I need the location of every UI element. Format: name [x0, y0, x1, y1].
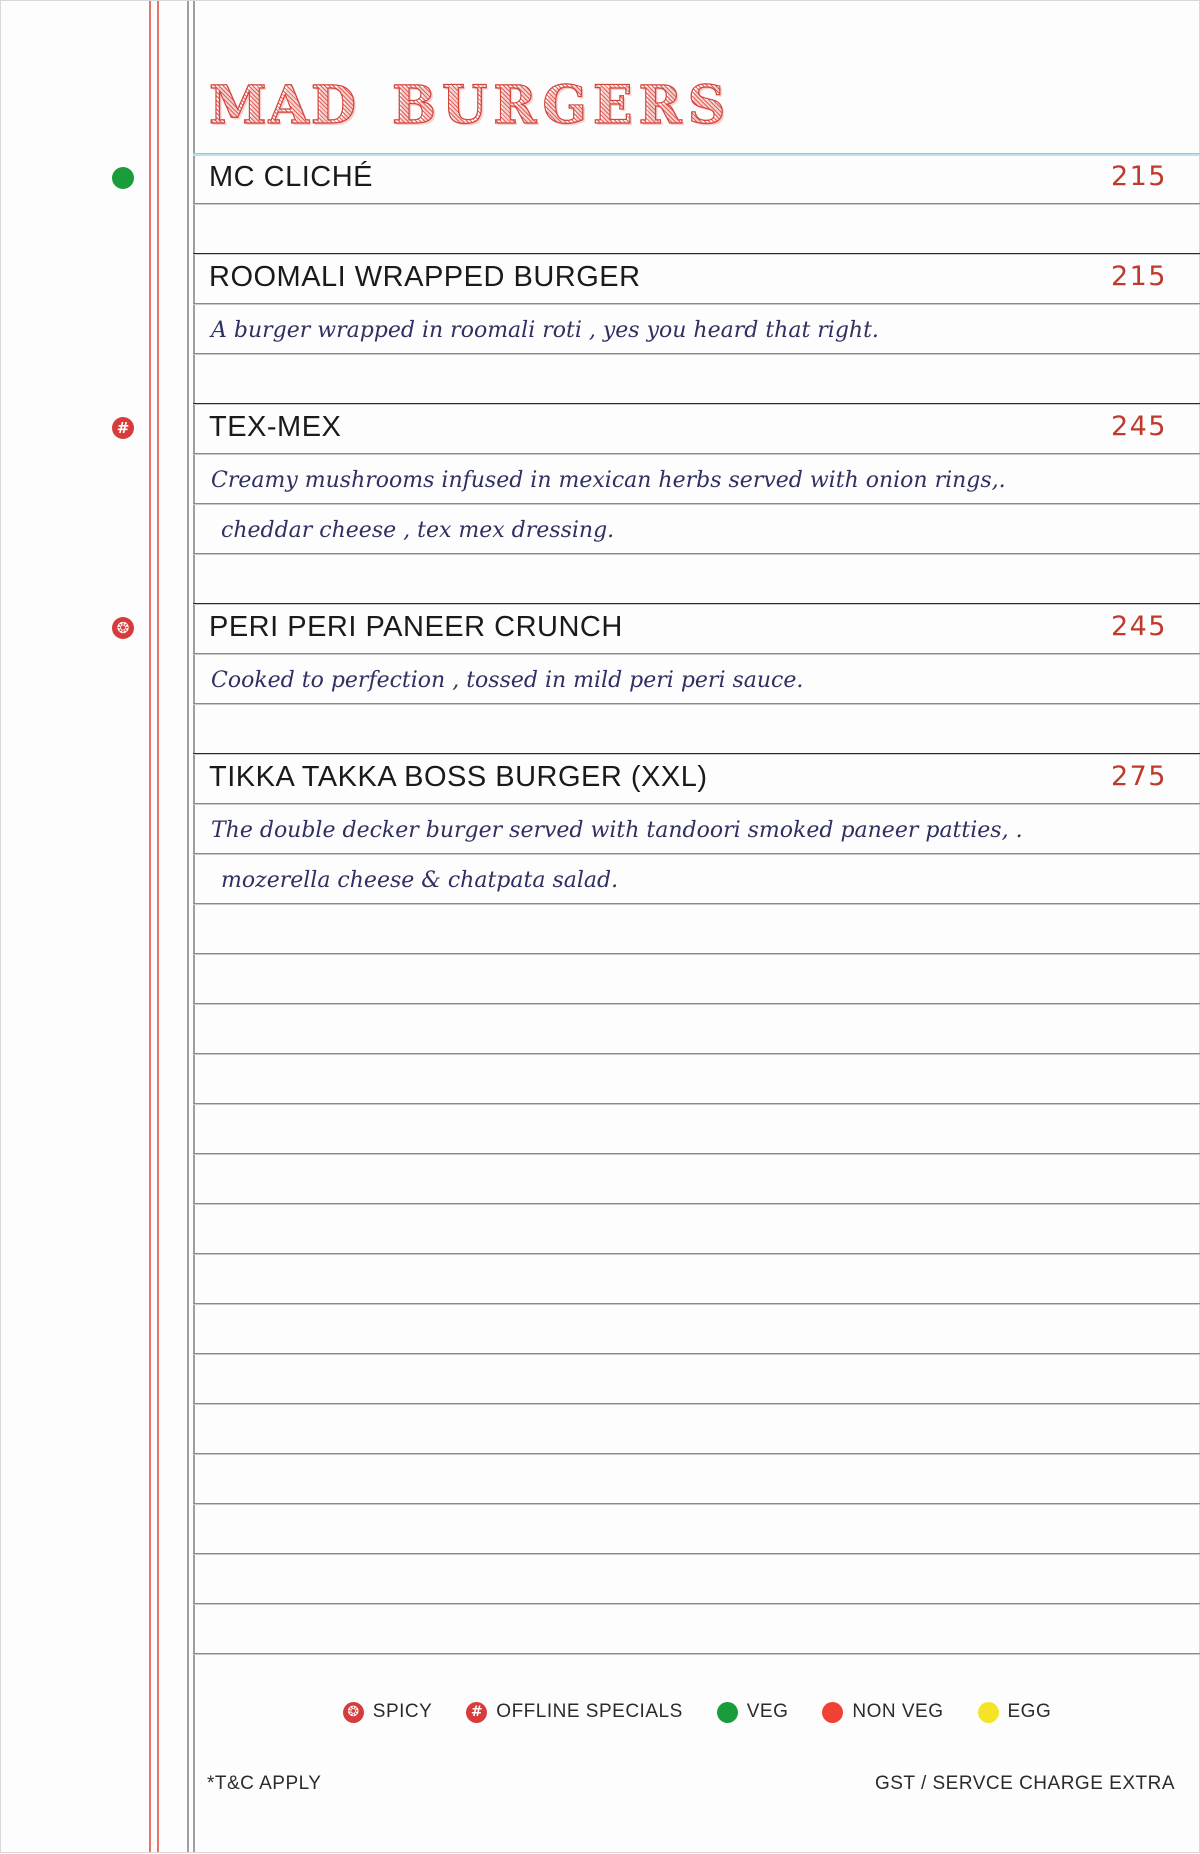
margin-rule-red-outer	[149, 1, 151, 1852]
menu-item-price: 245	[1110, 611, 1167, 642]
menu-rule-row	[193, 303, 1200, 353]
menu-rule-row	[193, 1503, 1200, 1553]
menu-rule-row	[193, 153, 1200, 203]
menu-item-description: Cooked to perfection , tossed in mild peri peri sauce.	[211, 668, 804, 693]
menu-rule-row	[193, 453, 1200, 503]
hash-icon: #	[466, 1702, 487, 1723]
spicy-flame-icon: ❂	[112, 617, 134, 639]
menu-rule-row	[193, 1303, 1200, 1353]
menu-content	[193, 1, 1200, 1854]
menu-rule-row	[193, 1403, 1200, 1453]
menu-item-price: 215	[1110, 161, 1167, 192]
page-title	[193, 63, 1200, 149]
menu-item-name: ROOMALI WRAPPED BURGER	[209, 261, 641, 293]
margin-rule-red-inner	[157, 1, 159, 1852]
menu-item-price: 275	[1110, 761, 1167, 792]
menu-rule-row	[193, 253, 1200, 303]
veg-dot-icon	[717, 1702, 738, 1723]
menu-rule-row	[193, 1353, 1200, 1403]
menu-rule-row	[193, 1003, 1200, 1053]
non-veg-dot-icon	[822, 1702, 843, 1723]
legend-item	[466, 1701, 682, 1723]
legend	[193, 1701, 1200, 1723]
menu-rule-row	[193, 353, 1200, 403]
menu-item-description: mozerella cheese & chatpata salad.	[221, 868, 619, 893]
margin-rule-gray-outer	[187, 1, 189, 1852]
flame-icon: ❂	[343, 1702, 364, 1723]
page-title-word-2: BURGERS	[392, 75, 732, 136]
egg-dot-icon	[978, 1702, 999, 1723]
menu-rule-lines	[193, 153, 1200, 1703]
menu-rule-row	[193, 953, 1200, 1003]
menu-rule-row	[193, 203, 1200, 253]
menu-item-price: 245	[1110, 411, 1167, 442]
menu-rule-row	[193, 853, 1200, 903]
menu-rule-row	[193, 1153, 1200, 1203]
menu-rule-row	[193, 503, 1200, 553]
legend-item-label: OFFLINE SPECIALS	[496, 1701, 683, 1722]
menu-rule-row	[193, 803, 1200, 853]
legend-item	[717, 1701, 789, 1723]
legend-item	[978, 1701, 1052, 1723]
menu-rule-row	[193, 1553, 1200, 1603]
menu-item-price: 215	[1110, 261, 1167, 292]
menu-rule-row	[193, 903, 1200, 953]
footer	[193, 1773, 1200, 1795]
legend-item-label: SPICY	[372, 1701, 433, 1722]
menu-rule-row	[193, 1253, 1200, 1303]
legend-item	[822, 1701, 943, 1723]
menu-rule-row	[193, 1053, 1200, 1103]
menu-rule-row	[193, 1103, 1200, 1153]
offline-specials-icon: #	[112, 417, 134, 439]
legend-item-label: VEG	[746, 1701, 789, 1722]
legend-item-label: NON VEG	[852, 1701, 944, 1722]
menu-rule-row	[193, 703, 1200, 753]
menu-item-description: cheddar cheese , tex mex dressing.	[221, 518, 615, 543]
menu-item-description: Creamy mushrooms infused in mexican herbs served with onion rings,.	[211, 468, 1006, 493]
menu-rule-row	[193, 403, 1200, 453]
menu-item-description: A burger wrapped in roomali roti , yes you heard that right.	[211, 318, 879, 343]
menu-rule-row	[193, 753, 1200, 803]
menu-rule-row	[193, 1603, 1200, 1653]
footer-terms: *T&C APPLY	[207, 1773, 322, 1794]
legend-item	[343, 1701, 433, 1723]
menu-rule-row	[193, 1203, 1200, 1253]
menu-rule-row	[193, 1653, 1200, 1703]
menu-rule-row	[193, 653, 1200, 703]
veg-dot-icon	[112, 167, 134, 189]
page-title-word-1: MAD	[209, 75, 358, 136]
menu-title-block	[193, 63, 1200, 153]
legend-item-label: EGG	[1007, 1701, 1052, 1722]
footer-gst-note: GST / SERVCE CHARGE EXTRA	[874, 1773, 1175, 1794]
menu-rule-row	[193, 553, 1200, 603]
menu-rule-row	[193, 1453, 1200, 1503]
menu-item-description: The double decker burger served with tandoori smoked paneer patties, .	[211, 818, 1023, 843]
menu-item-name: TEX-MEX	[209, 411, 342, 443]
menu-rule-row	[193, 603, 1200, 653]
menu-item-name: PERI PERI PANEER CRUNCH	[209, 611, 623, 643]
menu-item-name: TIKKA TAKKA BOSS BURGER (XXL)	[209, 761, 708, 793]
menu-item-name: MC CLICHÉ	[209, 161, 374, 193]
